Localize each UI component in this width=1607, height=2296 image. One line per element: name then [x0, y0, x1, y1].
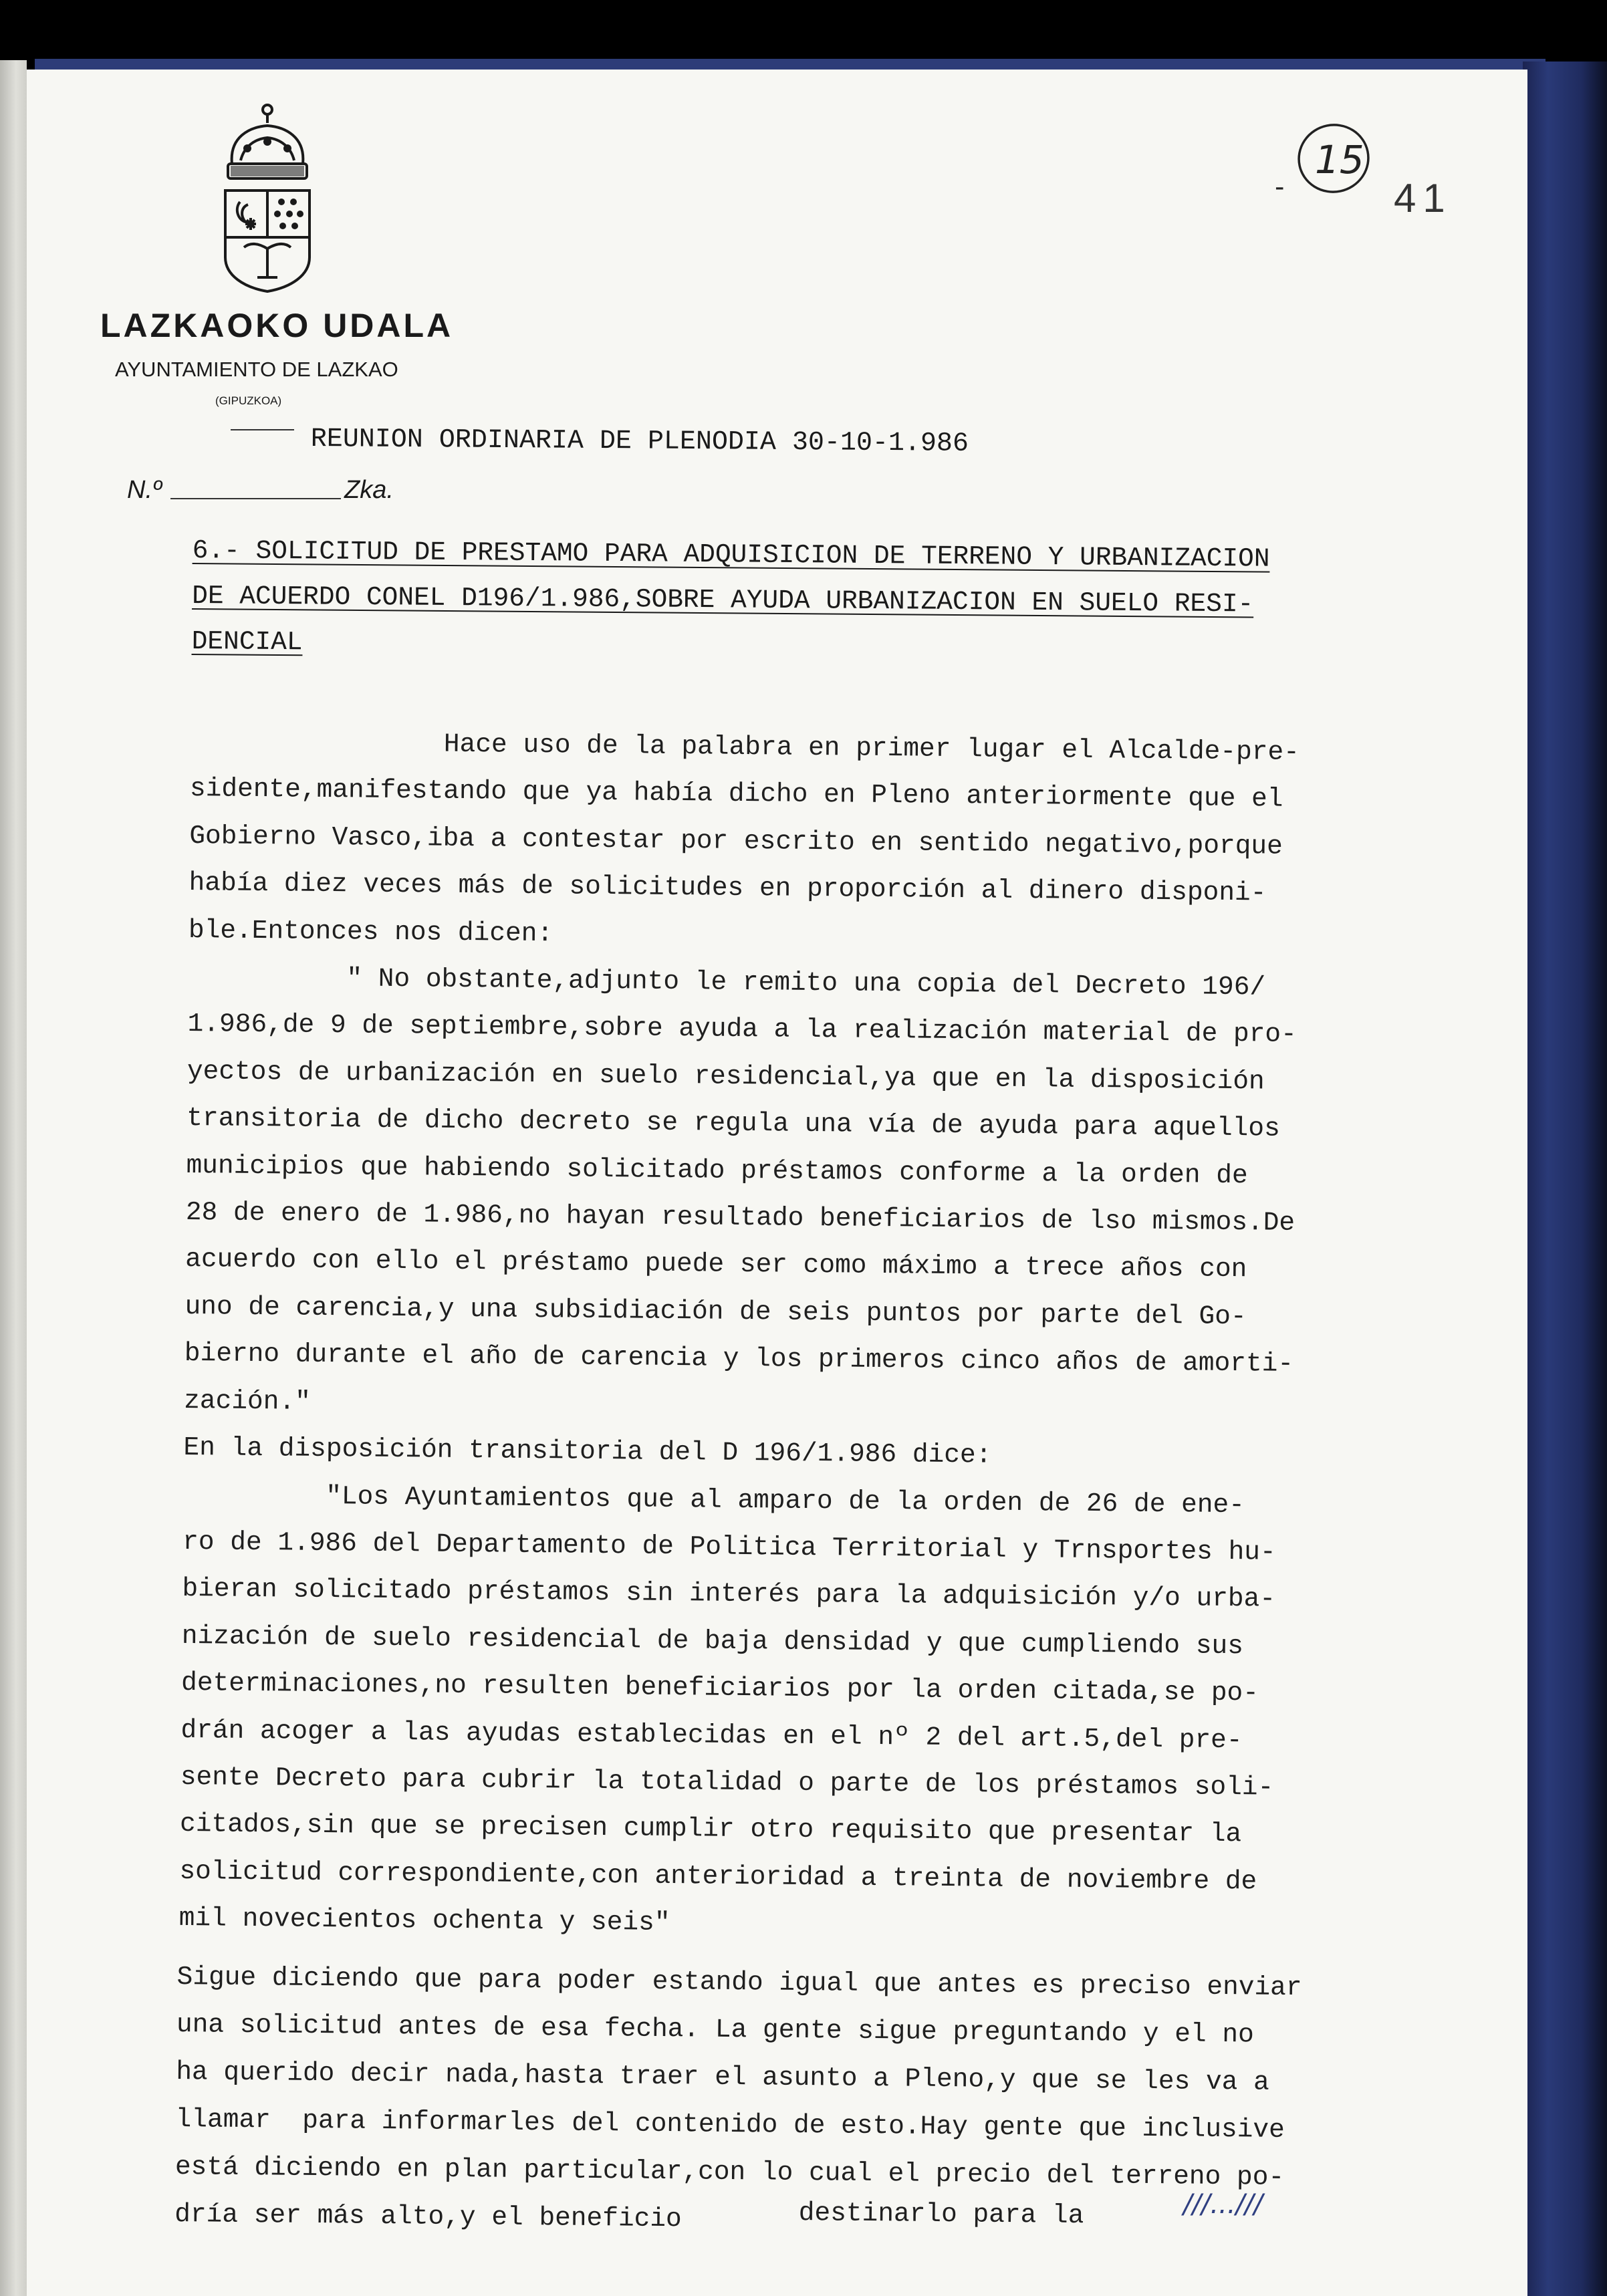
body-line: drán acoger a las ayudas establecidas en el nº 2 del art.5,del pre- — [180, 1714, 1243, 1755]
body-line: sidente,manifestando que ya había dicho en Pleno anteriormente que el — [189, 773, 1283, 815]
body-line: Hace uso de la palabra en primer lugar el Alcalde-pre- — [190, 726, 1300, 767]
body-line: determinaciones,no resulten beneficiarios por la orden citada,se po- — [180, 1668, 1259, 1708]
body-line: nización de suelo residencial de baja densidad y que cumpliendo sus — [181, 1620, 1244, 1661]
body-line: Gobierno Vasco,iba a contestar por escrito en sentido negativo,porque — [189, 820, 1283, 862]
binding-cover — [1523, 61, 1607, 2296]
organization-province: (GIPUZKOA) — [215, 394, 282, 407]
body-line: municipios que habiendo solicitado préstamos conforme a la orden de — [186, 1150, 1248, 1190]
body-line: dría ser más alto,y el beneficio — [174, 2198, 682, 2235]
body-line: " No obstante,adjunto le remito una copia del Decreto 196/ — [188, 962, 1266, 1003]
body-line: bierno durante el año de carencia y los primeros cinco años de amorti- — [184, 1338, 1294, 1380]
number-line — [170, 498, 341, 499]
page-number: 41 — [1394, 176, 1452, 221]
organization-name: LAZKAOKO UDALA — [100, 307, 454, 344]
body-line: ro de 1.986 del Departamento de Politica Territorial y Trnsportes hu- — [182, 1526, 1276, 1567]
header-rule — [231, 429, 294, 430]
body-line: había diez veces más de solicitudes en proporción al dinero disponi- — [189, 868, 1267, 908]
body-line: ble.Entonces nos dicen: — [188, 914, 553, 948]
body-line: una solicitud antes de esa fecha. La gente sigue preguntando y el no — [176, 2009, 1254, 2050]
section-title-line: 6.- SOLICITUD DE PRESTAMO PARA ADQUISICION DE TERRENO Y URBANIZACION — [192, 535, 1270, 574]
body-line: "Los Ayuntamientos que al amparo de la orden de 26 de ene- — [182, 1479, 1245, 1520]
body-line: acuerdo con ello el préstamo puede ser como máximo a trece años con — [185, 1244, 1247, 1285]
body-line: está diciendo en plan particular,con lo cual el precio del terreno po- — [174, 2151, 1285, 2192]
number-label: N.º — [127, 476, 162, 504]
body-line: En la disposición transitoria del D 196/1.986 dice: — [183, 1432, 992, 1471]
body-line: Sigue diciendo que para poder estando igual que antes es preciso enviar — [176, 1961, 1302, 2003]
continuation-text: destinarlo para la — [798, 2198, 1084, 2231]
body-line: citados,sin que se precisen cumplir otro requisito que presentar la — [179, 1809, 1242, 1849]
coat-of-arms-icon — [217, 100, 318, 294]
section-title-line: DENCIAL — [191, 626, 303, 658]
body-line: zación." — [183, 1385, 312, 1417]
body-line: mil novecientos ochenta y seis" — [178, 1903, 670, 1938]
continuation-mark: ///.../// — [1183, 2189, 1263, 2220]
body-text — [178, 719, 1500, 1954]
section-title — [191, 528, 1496, 674]
body-line: ha querido decir nada,hasta traer el asunto a Pleno,y que se les va a — [176, 2056, 1270, 2097]
body-line: 28 de enero de 1.986,no hayan resultado beneficiarios de lso mismos.De — [185, 1197, 1295, 1238]
handwritten-number-text: 15 — [1315, 137, 1364, 182]
meeting-title: REUNION ORDINARIA DE PLENODIA 30-10-1.986 — [310, 424, 969, 459]
body-line: sente Decreto para cubrir la totalidad o parte de los préstamos soli- — [180, 1761, 1274, 1803]
body-line: bieran solicitado préstamos sin interés para la adquisición y/o urba- — [182, 1573, 1276, 1614]
organization-subtitle: AYUNTAMIENTO DE LAZKAO — [115, 358, 398, 381]
section-title-line: DE ACUERDO CONEL D196/1.986,SOBRE AYUDA URBANIZACION EN SUELO RESI- — [192, 580, 1254, 620]
handwritten-dash: - — [1275, 172, 1285, 203]
zka-label: Zka. — [344, 476, 394, 504]
adjacent-page-edge — [0, 60, 27, 2296]
body-line: 1.986,de 9 de septiembre,sobre ayuda a la realización material de pro- — [187, 1009, 1297, 1050]
body-line: llamar para informarles del contenido de esto.Hay gente que inclusive — [175, 2103, 1285, 2145]
body-line: transitoria de dicho decreto se regula una vía de ayuda para aquellos — [187, 1103, 1280, 1144]
handwritten-circled-number — [1273, 117, 1374, 211]
body-line: uno de carencia,y una subsidiación de seis puntos por parte del Go- — [184, 1291, 1247, 1332]
body-line: solicitud correspondiente,con anterioridad a treinta de noviembre de — [179, 1856, 1257, 1897]
body-line: yectos de urbanización en suelo residencial,ya que en la disposición — [187, 1055, 1265, 1097]
